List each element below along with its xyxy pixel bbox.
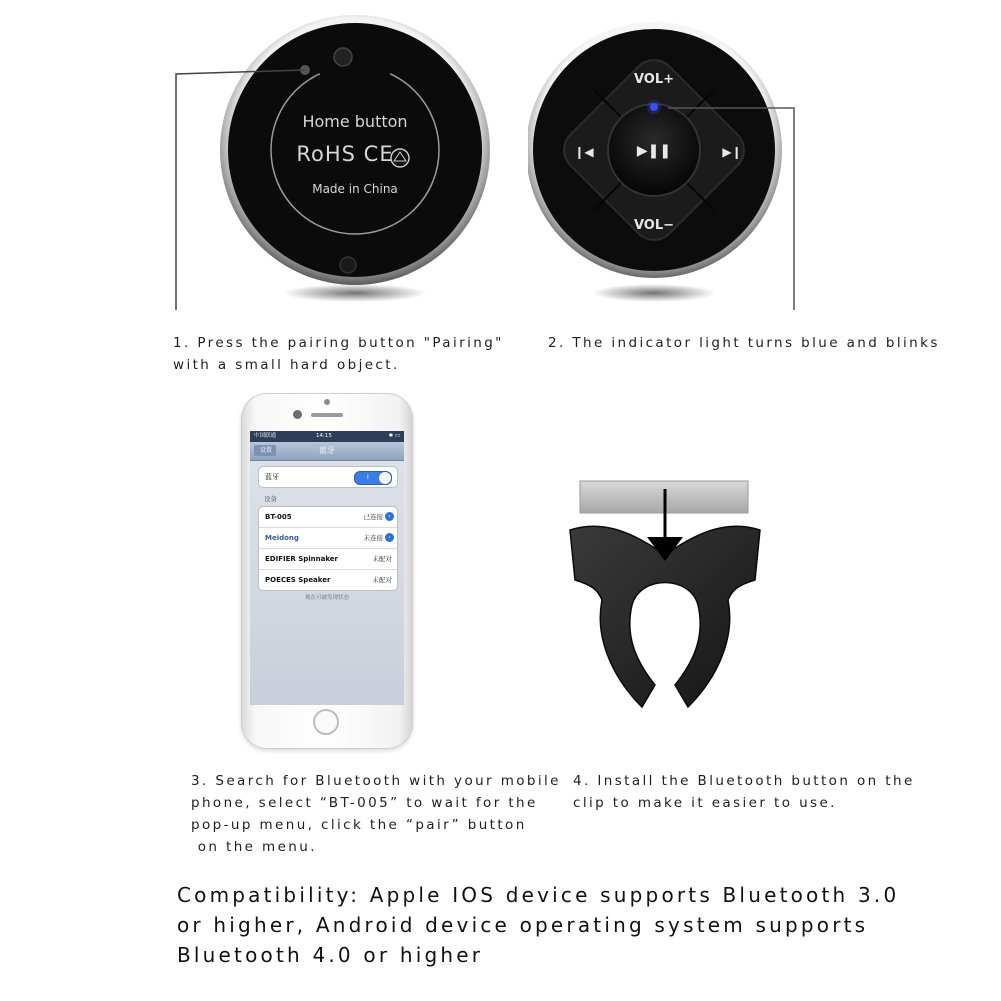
- devices-list: [258, 506, 398, 591]
- devices-header: 设备: [264, 495, 277, 503]
- info-arrow-icon[interactable]: ›: [385, 512, 394, 521]
- device-status: 未配对: [372, 555, 392, 563]
- device-row-poeces[interactable]: [259, 569, 397, 590]
- step2-caption: 2. The indicator light turns blue and blinks: [548, 335, 940, 351]
- prev-track-button[interactable]: ❙◀: [574, 145, 594, 159]
- next-track-button[interactable]: ▶❙: [722, 145, 742, 159]
- bluetooth-toggle[interactable]: [354, 471, 392, 485]
- phone-home-button: [313, 709, 339, 735]
- clip-illustration: [560, 475, 770, 720]
- step1-caption: 1. Press the pairing button "Pairing" with a small hard object.: [173, 335, 504, 373]
- phone-screen: [250, 431, 404, 705]
- cert-marks: RoHS CE: [296, 142, 394, 166]
- vol-up-button[interactable]: VOL+: [633, 72, 675, 87]
- device-status: 未连接: [363, 534, 383, 542]
- discoverable-hint: 现在可被发现状态: [304, 595, 349, 601]
- device-name: Meidong: [265, 534, 299, 542]
- device-name: BT-005: [265, 513, 292, 521]
- nav-title: 蓝牙: [319, 446, 335, 455]
- battery-icon: ✱ ▭: [388, 433, 400, 439]
- device-status: 已连接: [363, 513, 383, 521]
- toggle-knob: [379, 472, 391, 484]
- device-status: 未配对: [372, 576, 392, 584]
- vol-down-button[interactable]: VOL−: [633, 218, 675, 233]
- clip-svg: [560, 475, 770, 720]
- device-back-illustration: [170, 10, 510, 315]
- carrier-label: 中国联通: [254, 433, 277, 439]
- phone-illustration: [241, 393, 413, 749]
- phone-camera: [293, 410, 302, 419]
- device-front-illustration: [528, 10, 800, 315]
- device-row-edifier[interactable]: [259, 548, 397, 569]
- back-button[interactable]: 设置: [254, 445, 276, 456]
- device-name: POECES Speaker: [265, 576, 331, 584]
- toggle-on-mark: I: [367, 474, 369, 481]
- step3-caption: 3. Search for Bluetooth with your mobile phone, select “BT-005” to wait for the pop-up menu, click the “pair” button on the menu.: [191, 773, 561, 855]
- device-row-bt005[interactable]: [259, 507, 397, 527]
- home-button-label: Home button: [302, 112, 408, 131]
- bluetooth-toggle-group: [258, 466, 398, 488]
- phone-speaker: [311, 413, 343, 417]
- bluetooth-row: [259, 467, 397, 487]
- device-name: EDIFIER Spinnaker: [265, 555, 339, 563]
- phone-sensor: [324, 399, 330, 405]
- nav-bar: [250, 442, 404, 461]
- step4-caption: 4. Install the Bluetooth button on the clip to make it easier to use.: [573, 773, 915, 811]
- clock-label: 14:15: [316, 433, 332, 439]
- made-in-label: Made in China: [312, 182, 398, 196]
- bluetooth-label: 蓝牙: [265, 473, 279, 481]
- info-arrow-icon[interactable]: ›: [385, 533, 394, 542]
- device-front-svg: [528, 10, 800, 315]
- compatibility-note: Compatibility: Apple IOS device supports Bluetooth 3.0 or higher, Android device operating system supports Bluetooth 4.0 or higher: [177, 883, 900, 967]
- device-row-meidong[interactable]: [259, 527, 397, 548]
- status-bar: [250, 431, 404, 442]
- play-pause-button[interactable]: ▶❚❚: [636, 143, 672, 159]
